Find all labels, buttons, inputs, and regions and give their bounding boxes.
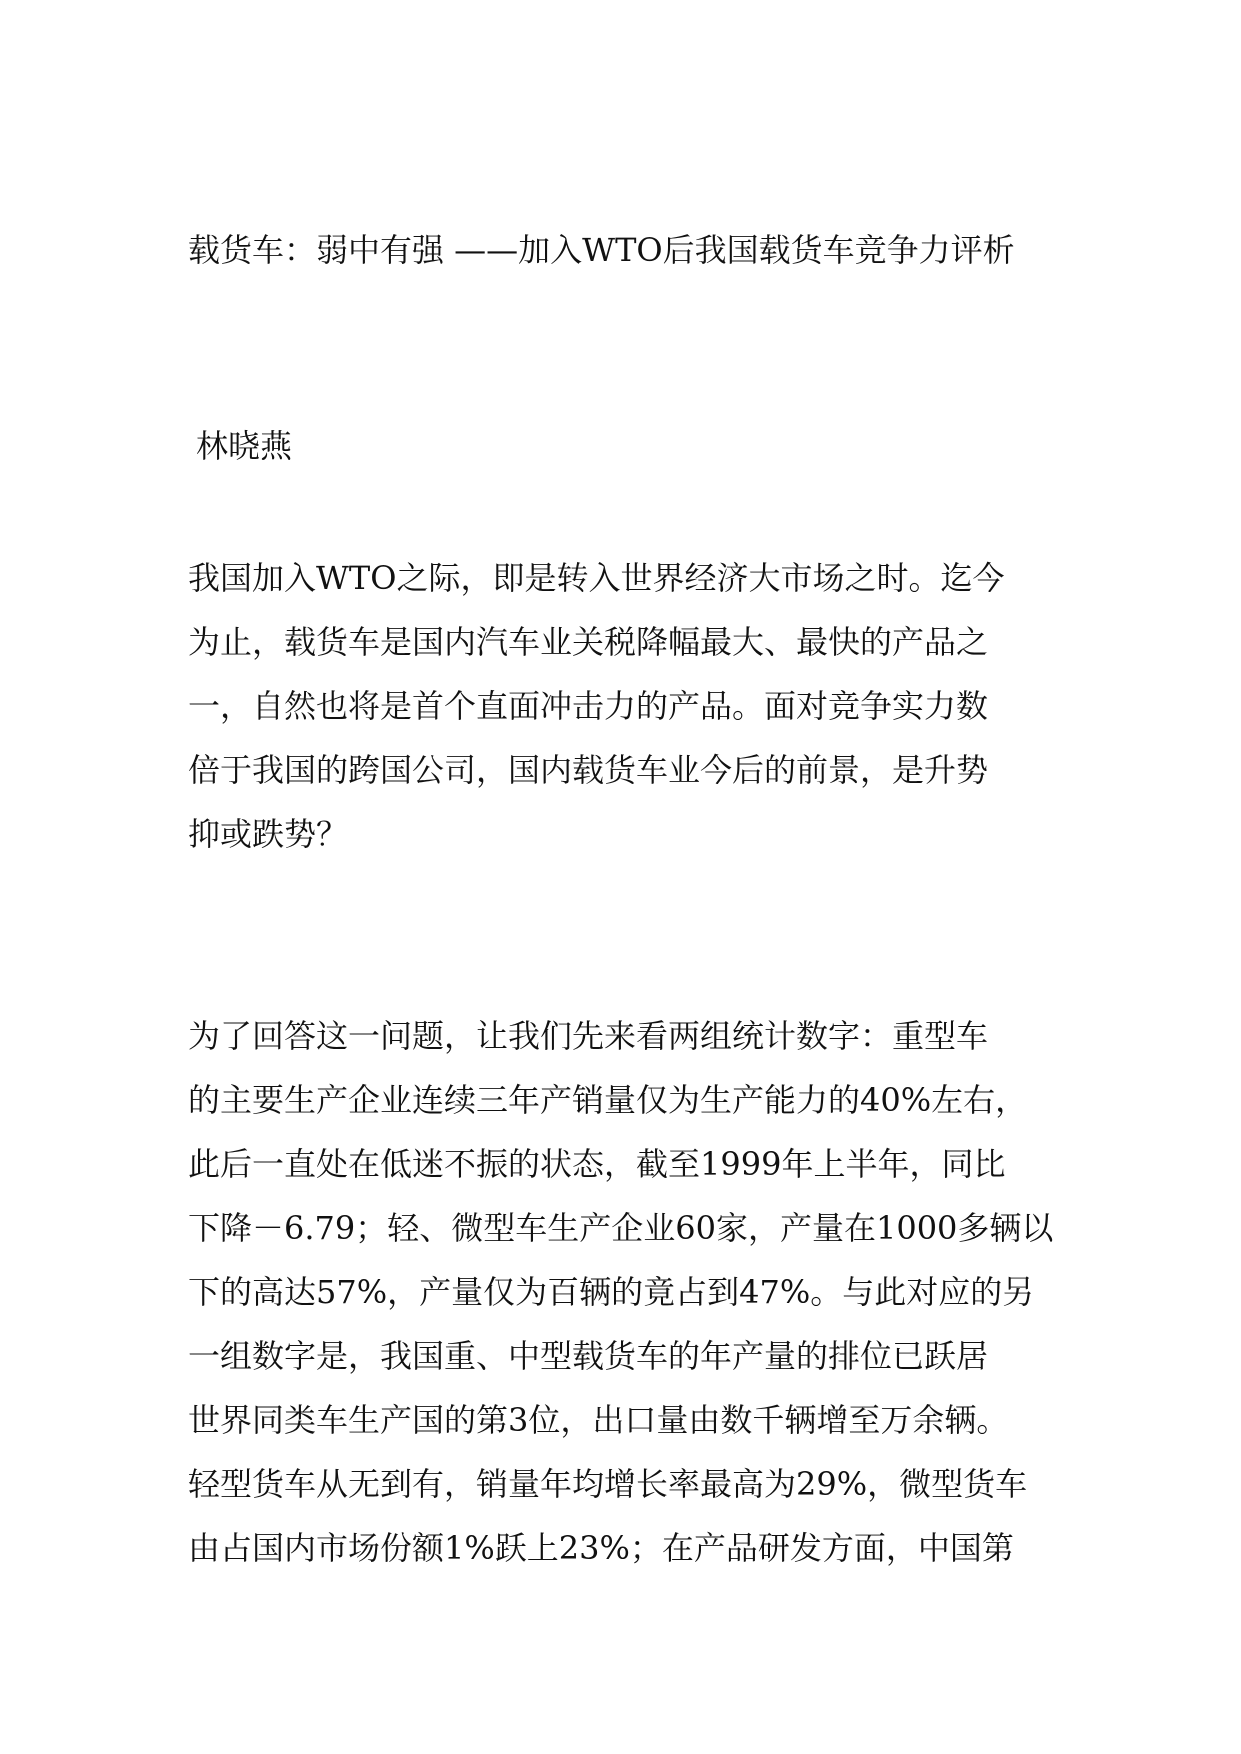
paragraph-line: 轻型货车从无到有，销量年均增长率最高为29%，微型货车 — [188, 1465, 1028, 1503]
paragraph-line: 我国加入WTO之际，即是转入世界经济大市场之时。迄今 — [188, 559, 1005, 597]
paragraph-line: 由占国内市场份额1%跃上23%；在产品研发方面，中国第 — [188, 1529, 1014, 1567]
paragraph-2 — [188, 1004, 1068, 1580]
article-title: 载货车：弱中有强 ——加入WTO后我国载货车竞争力评析 — [188, 231, 1015, 269]
paragraph-line: 世界同类车生产国的第3位，出口量由数千辆增至万余辆。 — [188, 1401, 1009, 1439]
paragraph-line: 下降－6.79；轻、微型车生产企业60家，产量在1000多辆以 — [188, 1209, 1054, 1247]
paragraph-line: 一组数字是，我国重、中型载货车的年产量的排位已跃居 — [188, 1337, 989, 1375]
paragraph-line: 一，自然也将是首个直面冲击力的产品。面对竞争实力数 — [188, 687, 989, 725]
paragraph-line: 为止，载货车是国内汽车业关税降幅最大、最快的产品之 — [188, 623, 989, 661]
paragraph-line: 的主要生产企业连续三年产销量仅为生产能力的40%左右， — [188, 1081, 1028, 1119]
paragraph-line: 倍于我国的跨国公司，国内载货车业今后的前景，是升势 — [188, 751, 989, 789]
paragraph-1 — [188, 546, 1068, 866]
paragraph-line: 此后一直处在低迷不振的状态，截至1999年上半年，同比 — [188, 1145, 1006, 1183]
article-author: 林晓燕 — [196, 427, 293, 465]
paragraph-line: 抑或跌势？ — [188, 815, 349, 853]
paragraph-line: 为了回答这一问题，让我们先来看两组统计数字：重型车 — [188, 1017, 989, 1055]
paragraph-line: 下的高达57%，产量仅为百辆的竟占到47%。与此对应的另 — [188, 1273, 1035, 1311]
